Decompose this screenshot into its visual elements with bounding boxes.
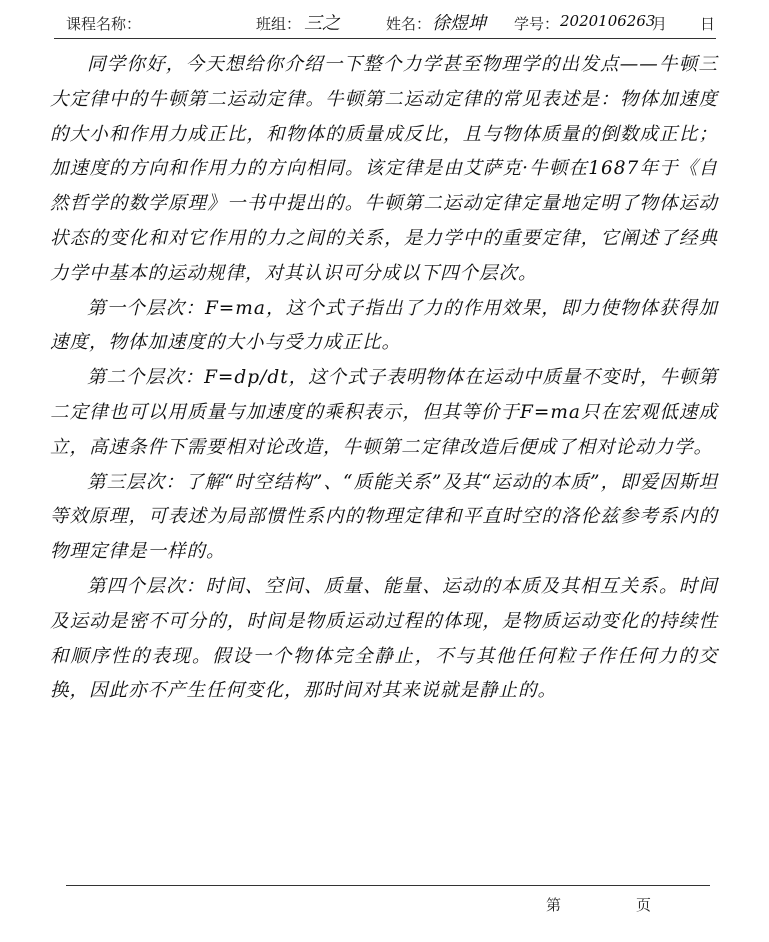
name-label: 姓名： — [386, 15, 432, 33]
student-id-label: 学号： — [514, 15, 560, 33]
class-label: 班组： — [256, 15, 302, 33]
course-label: 课程名称： — [66, 15, 142, 33]
paragraph-level-3: 第三层次：了解“时空结构”、“质能关系”及其“运动的本质”，即爱因斯坦等效原理，可表述为局部惯性系内的物理定律和平直时空的洛伦兹参考系内的物理定律是一样的。 — [50, 471, 718, 563]
month-label: 月 — [652, 15, 668, 33]
handwritten-essay — [50, 48, 718, 709]
page-suffix: 页 — [636, 896, 652, 914]
footer-rule — [66, 885, 710, 886]
name-value: 徐煜坤 — [432, 13, 486, 34]
sheet-header — [66, 9, 716, 35]
page-label: 第 — [546, 896, 562, 914]
student-id-value: 2020106263 — [560, 12, 656, 30]
paragraph-level-1: 第一个层次：F=ma，这个式子指出了力的作用效果，即力使物体获得加速度，物体加速度的大小与受力成正比。 — [50, 297, 718, 354]
class-value: 三之 — [304, 13, 340, 34]
paragraph-level-4: 第四个层次：时间、空间、质量、能量、运动的本质及其相互关系。时间及运动是密不可分的，时间是物质运动过程的体现，是物质运动变化的持续性和顺序性的表现。假设一个物体完全静止，不与其他任何粒子作任何力的交换，因此亦不产生任何变化，那时间对其来说就是静止的。 — [50, 575, 718, 702]
header-rule — [54, 38, 716, 39]
paragraph-intro: 同学你好，今天想给你介绍一下整个力学甚至物理学的出发点——牛顿三大定律中的牛顿第二运动定律。牛顿第二运动定律的常见表述是：物体加速度的大小和作用力成正比，和物体的质量成反比，且与物体质量的倒数成正比；加速度的方向和作用力的方向相同。该定律是由艾萨克·牛顿在1687年于《自然哲学的数学原理》一书中提出的。牛顿第二运动定律定量地定明了物体运动状态的变化和对它作用的力之间的关系，是力学中的重要定律，它阐述了经典力学中基本的运动规律，对其认识可分成以下四个层次。 — [50, 54, 718, 284]
day-label: 日 — [700, 15, 716, 33]
paragraph-level-2: 第二个层次：F=dp/dt，这个式子表明物体在运动中质量不变时，牛顿第二定律也可以用质量与加速度的乘积表示，但其等价于F=ma只在宏观低速成立，高速条件下需要相对论改造，牛顿第二定律改造后便成了相对论动力学。 — [50, 367, 718, 458]
